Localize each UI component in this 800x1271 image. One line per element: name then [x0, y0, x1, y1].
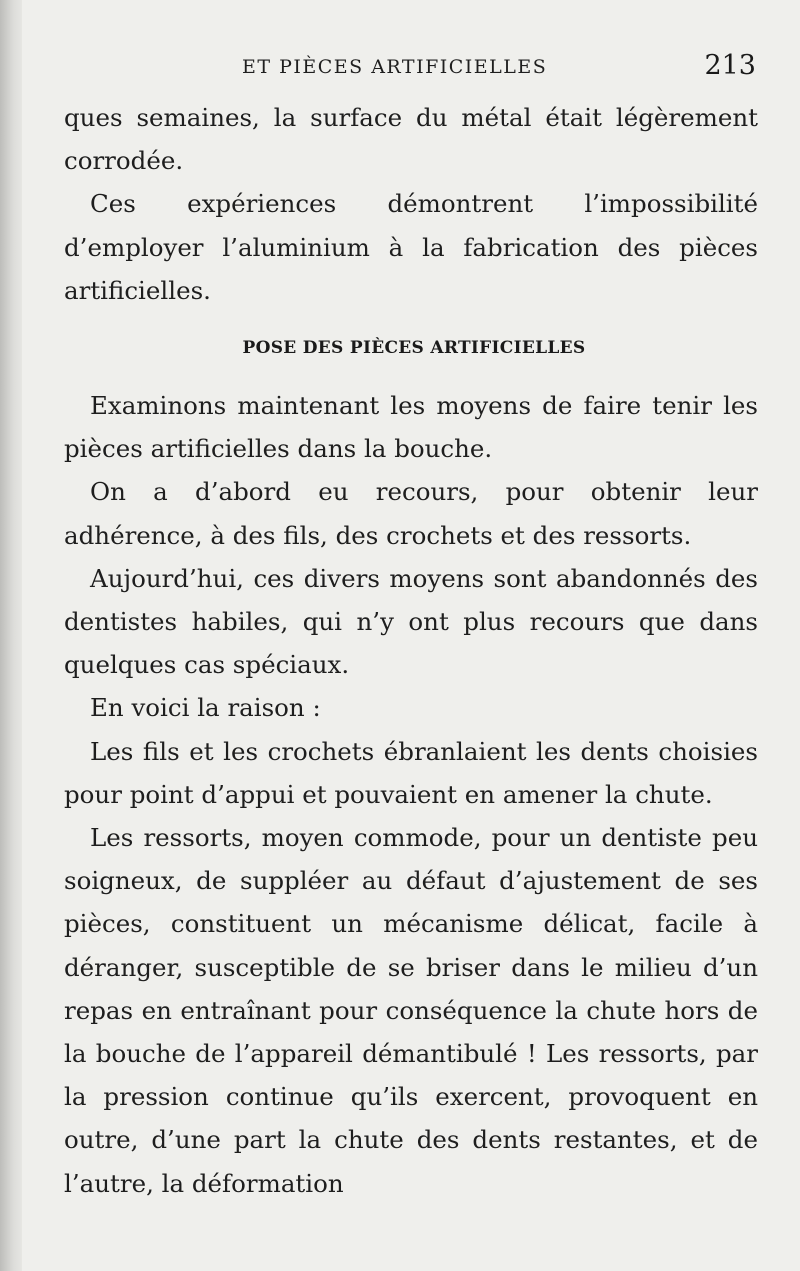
- paragraph: Ces expériences démontrent l’impossibilité d’employer l’aluminium à la fabrication des pièces artificielles.: [64, 189, 758, 305]
- paragraph: Aujourd’hui, ces divers moyens sont abandonnés des dentistes habiles, qui n’y ont plus recours que dans quelques cas spéciaux.: [64, 563, 758, 680]
- paragraph: Les ressorts, moyen commode, pour un dentiste peu soigneux, de suppléer au défaut d’ajustement de ses pièces, constituent un mécanisme délicat, facile à déranger, susceptible de se briser dans le milieu d’un repas en entraînant pour conséquence la chute hors de la bouche de l’appareil démantibulé ! Les ressorts, par la pression continue qu’ils exercent, provoquent en outre, d’une part la chute des dents restantes, et de l’autre, la déformation: [64, 823, 758, 1198]
- paragraph: Les fils et les crochets ébranlaient les dents choisies pour point d’appui et pouvaient en amener la chute.: [64, 736, 758, 809]
- section-heading: POSE DES PIÈCES ARTIFICIELLES: [242, 338, 586, 359]
- paragraph: En voici la raison :: [90, 693, 321, 723]
- page-gutter-shadow: [0, 0, 22, 1271]
- page-body: [64, 96, 758, 1205]
- page-number: 213: [704, 50, 756, 81]
- book-page: [22, 0, 800, 1271]
- page-header: [64, 50, 758, 84]
- paragraph: On a d’abord eu recours, pour obtenir leur adhérence, à des fils, des crochets et des ressorts.: [64, 477, 758, 550]
- paragraph: Examinons maintenant les moyens de faire tenir les pièces artificielles dans la bouche.: [64, 391, 758, 464]
- paragraph-continued: ques semaines, la surface du métal était légèrement corrodée.: [64, 103, 758, 176]
- running-title: ET PIÈCES ARTIFICIELLES: [242, 56, 548, 78]
